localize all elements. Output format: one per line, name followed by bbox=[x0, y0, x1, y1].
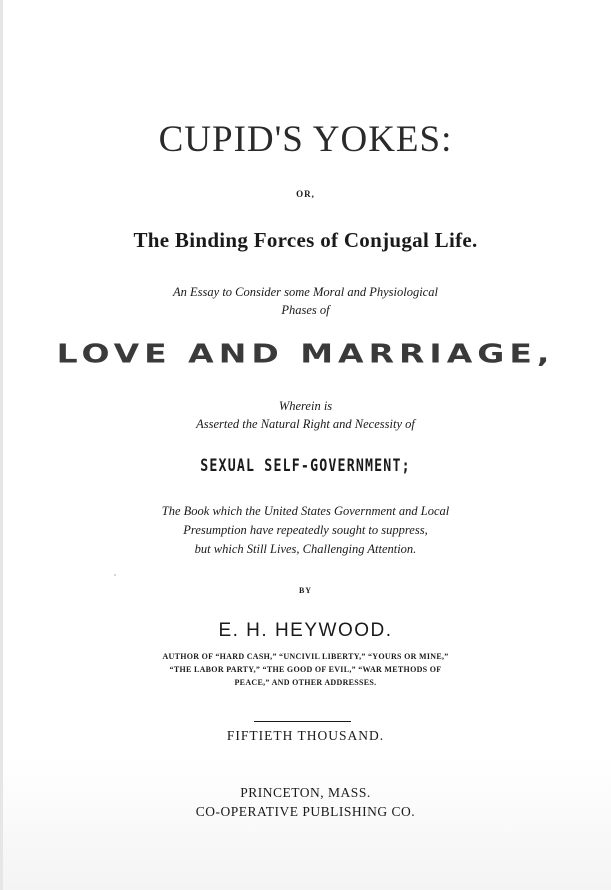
works-line-1: AUTHOR OF “HARD CASH,” “UNCIVIL LIBERTY,” “YOURS OR MINE,” bbox=[162, 652, 449, 661]
book-title: CUPID'S YOKES: bbox=[158, 119, 453, 160]
essay-description bbox=[0, 283, 611, 319]
wherein-text bbox=[0, 397, 611, 433]
sexual-self-government-heading: SEXUAL SELF-GOVERNMENT; bbox=[200, 456, 411, 476]
book-description bbox=[0, 502, 611, 559]
edition-label: FIFTIETH THOUSAND. bbox=[226, 728, 385, 743]
author-name: E. H. HEYWOOD. bbox=[218, 620, 393, 641]
book-line-3: but which Still Lives, Challenging Attention. bbox=[194, 542, 417, 556]
essay-line-1: An Essay to Consider some Moral and Physiological bbox=[173, 285, 438, 299]
wherein-line-1: Wherein is bbox=[278, 399, 333, 413]
or-connector: OR, bbox=[296, 189, 315, 199]
essay-line-2: Phases of bbox=[281, 303, 330, 317]
imprint bbox=[0, 783, 611, 821]
book-line-1: The Book which the United States Government and Local bbox=[161, 504, 450, 518]
wherein-line-2: Asserted the Natural Right and Necessity of bbox=[196, 417, 415, 431]
divider-rule bbox=[254, 721, 351, 722]
works-line-3: PEACE,” AND OTHER ADDRESSES. bbox=[234, 678, 377, 687]
book-line-2: Presumption have repeatedly sought to suppress, bbox=[183, 523, 428, 537]
publisher-name: CO-OPERATIVE PUBLISHING CO. bbox=[195, 804, 416, 819]
place-of-publication: PRINCETON, MASS. bbox=[240, 785, 371, 800]
author-works bbox=[0, 650, 611, 689]
speck bbox=[114, 574, 116, 576]
works-line-2: “THE LABOR PARTY,” “THE GOOD OF EVIL,” “WAR METHODS OF bbox=[169, 665, 442, 674]
love-and-marriage-heading: LOVE AND MARRIAGE, bbox=[56, 338, 555, 369]
by-label: BY bbox=[298, 586, 313, 595]
book-subtitle: The Binding Forces of Conjugal Life. bbox=[133, 228, 478, 252]
